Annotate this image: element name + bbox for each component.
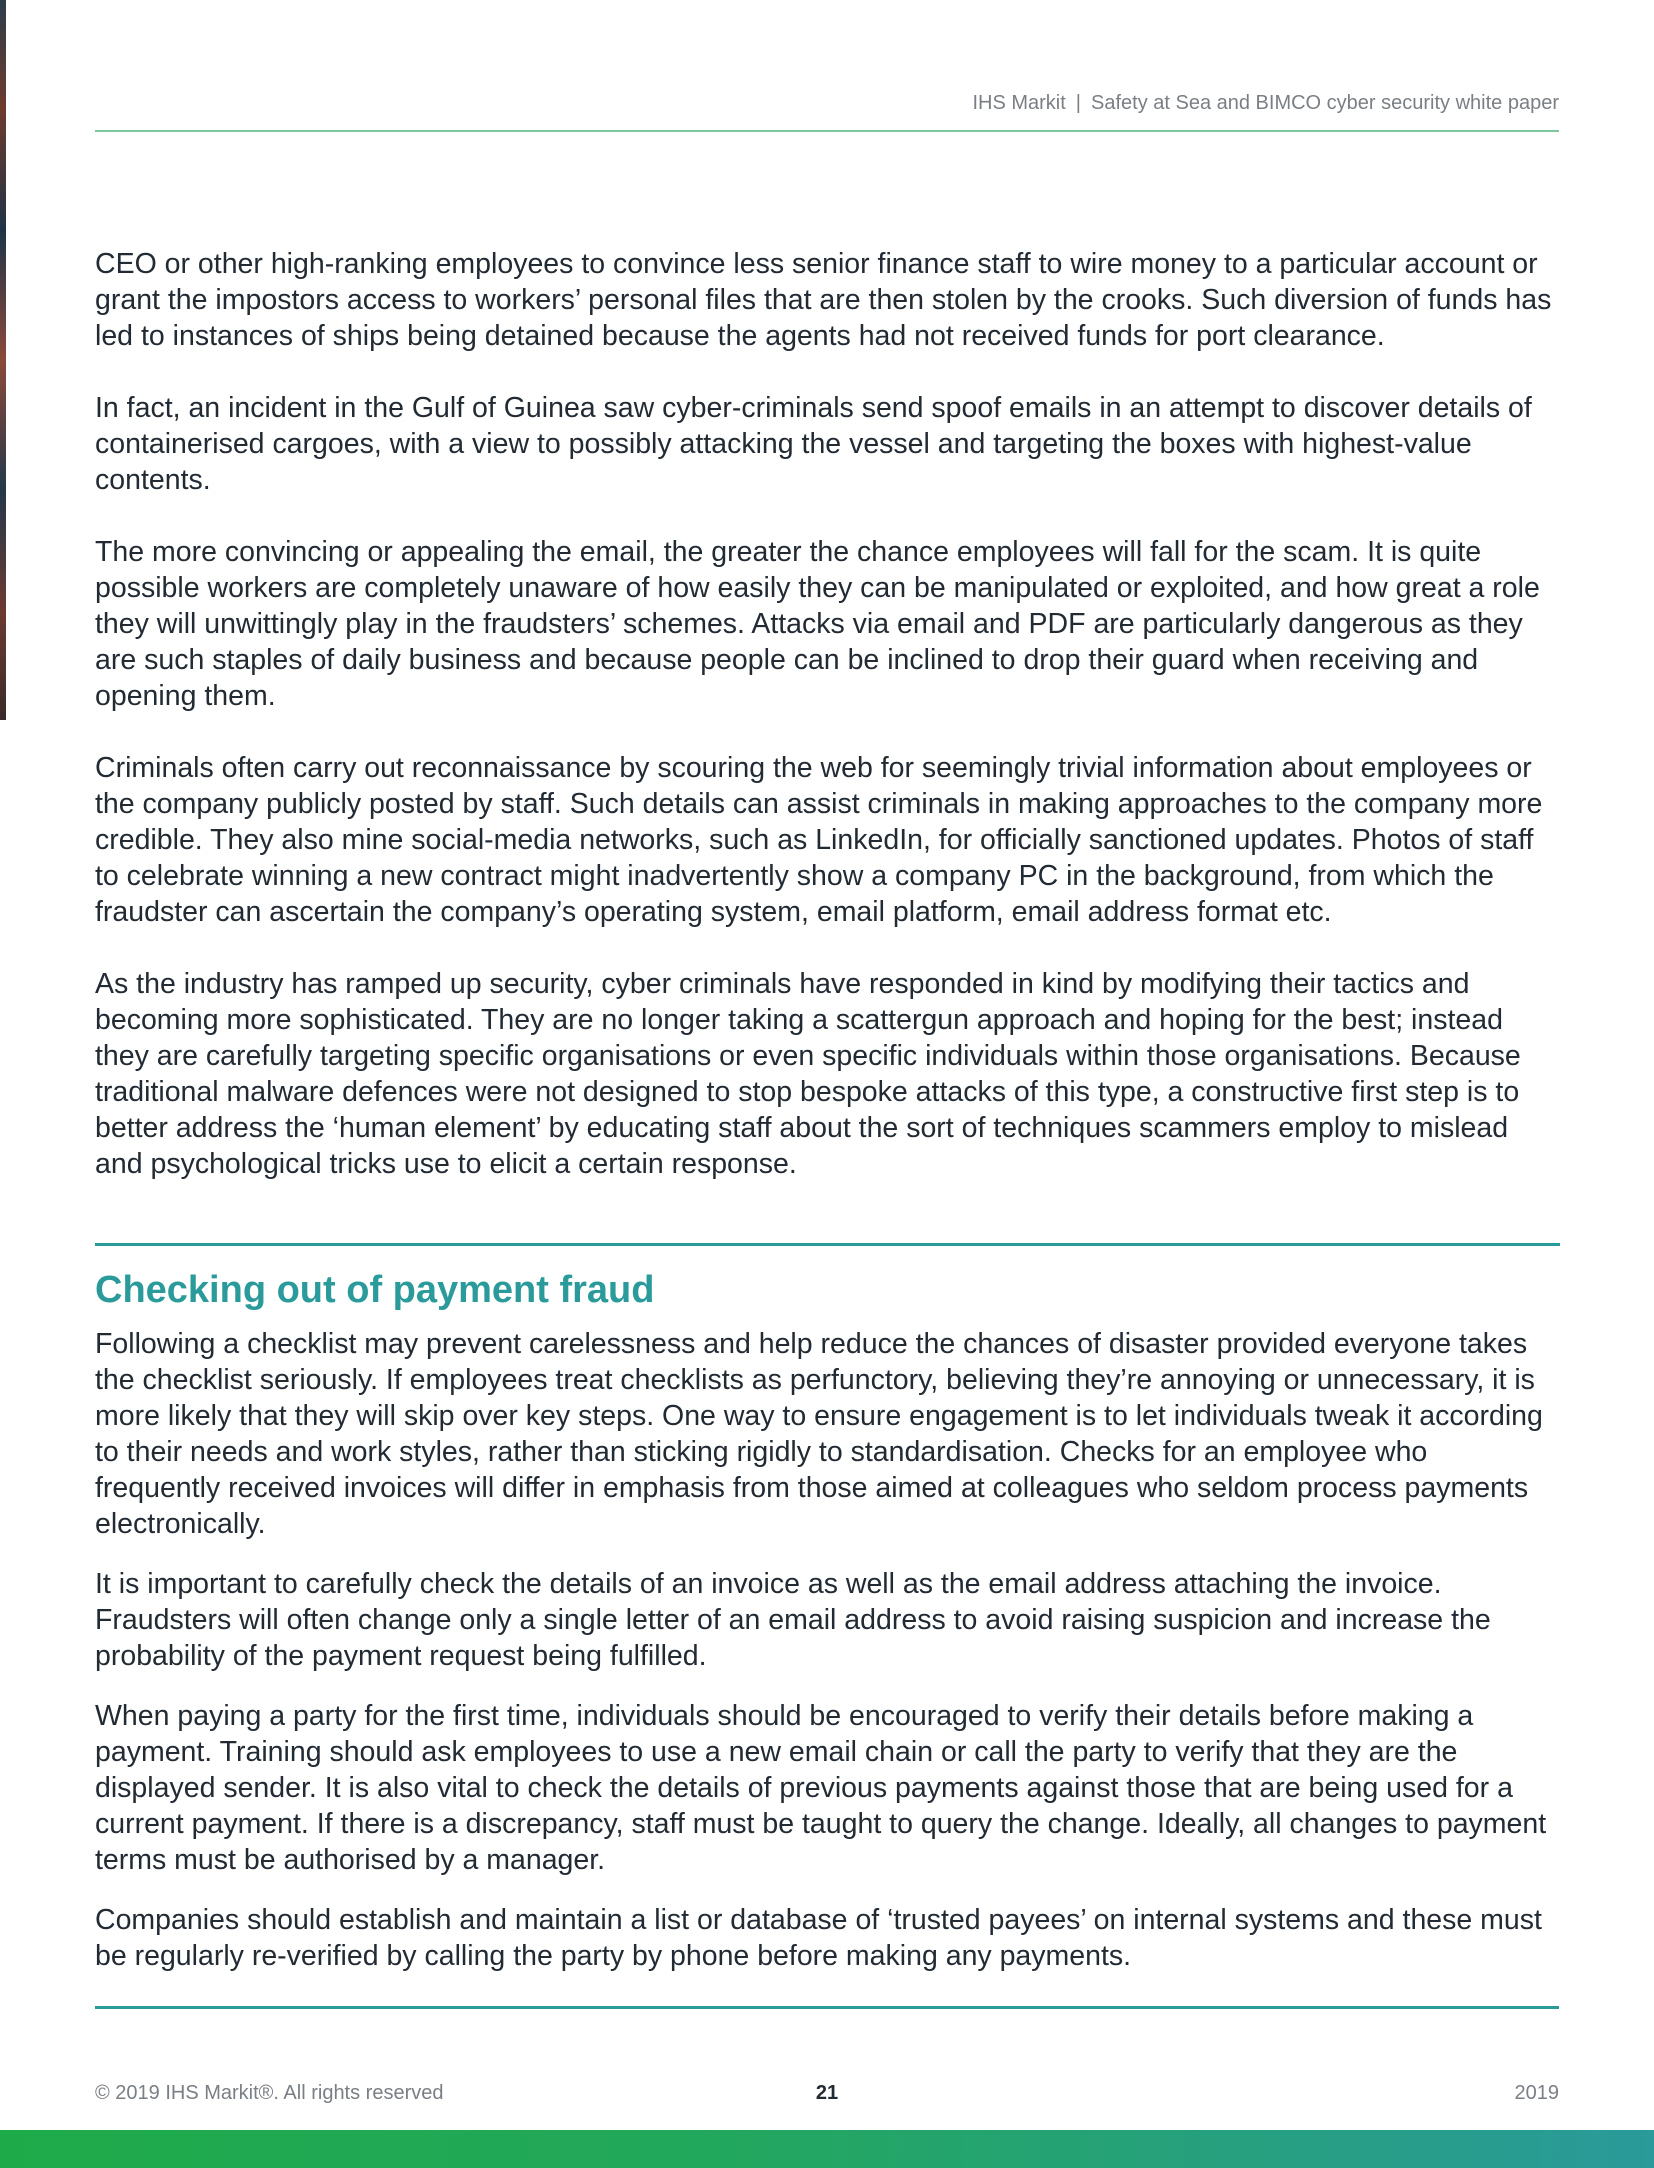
bottom-color-bar [0,2130,1654,2168]
footer-year: 2019 [1514,2082,1559,2104]
footer-page-number: 21 [815,2082,839,2104]
section-top-rule [95,1243,1560,1246]
section-heading: Checking out of payment fraud [95,1269,655,1311]
footer-copyright: © 2019 IHS Markit®. All rights reserved [95,2082,444,2104]
body-paragraph: As the industry has ramped up security, cyber criminals have responded in kind by modifying their tactics and becoming more sophisticated. They are no longer taking a scattergun approach and hoping for the best; instead they are carefully targeting specific organisations or even specific individuals within those organisations. Because traditional malware defences were not designed to stop bespoke attacks of this type, a constructive first step is to better address the ‘human element’ by educating staff about the sort of techniques scammers employ to mislead and psychological tricks use to elicit a certain response. [95,968,1521,1180]
section-paragraph: When paying a party for the first time, individuals should be encouraged to verify their details before making a payment. Training should ask employees to use a new email chain or call the party to verify that they are the displayed sender. It is also vital to check the details of previous payments against those that are being used for a current payment. If there is a discrepancy, staff must be taught to query the change. Ideally, all changes to payment terms must be authorised by a manager. [95,1700,1547,1876]
section-bottom-rule [95,2006,1559,2009]
running-header [95,92,1559,115]
section-paragraph: It is important to carefully check the details of an invoice as well as the email address attaching the invoice. Fraudsters will often change only a single letter of an email address to avoid raising suspicion and increase the probability of the payment request being fulfilled. [95,1568,1491,1672]
body-paragraph: Criminals often carry out reconnaissance by scouring the web for seemingly trivial information about employees or the company publicly posted by staff. Such details can assist criminals in making approaches to the company more credible. They also mine social-media networks, such as LinkedIn, for officially sanctioned updates. Photos of staff to celebrate winning a new contract might inadvertently show a company PC in the background, from which the fraudster can ascertain the company’s operating system, email platform, email address format etc. [95,752,1543,928]
edge-photo-strip [0,0,6,720]
header-doc-title: Safety at Sea and BIMCO cyber security white paper [1091,92,1559,114]
body-paragraph: In fact, an incident in the Gulf of Guinea saw cyber-criminals send spoof emails in an attempt to discover details of containerised cargoes, with a view to possibly attacking the vessel and targeting the boxes with highest-value contents. [95,392,1532,496]
payment-fraud-section [95,1243,1560,1998]
main-body [95,246,1560,1218]
section-paragraph: Following a checklist may prevent carelessness and help reduce the chances of disaster provided everyone takes the checklist seriously. If employees treat checklists as perfunctory, believing they’re annoying or unnecessary, it is more likely that they will skip over key steps. One way to ensure engagement is to let individuals tweak it according to their needs and work styles, rather than sticking rigidly to standardisation. Checks for an employee who frequently received invoices will differ in emphasis from those aimed at colleagues who seldom process payments electronically. [95,1328,1543,1540]
header-publisher: IHS Markit [972,92,1066,114]
body-paragraph: The more convincing or appealing the email, the greater the chance employees will fall for the scam. It is quite possible workers are completely unaware of how easily they can be manipulated or exploited, and how great a role they will unwittingly play in the fraudsters’ schemes. Attacks via email and PDF are particularly dangerous as they are such staples of daily business and because people can be inclined to drop their guard when receiving and opening them. [95,536,1540,712]
section-paragraph: Companies should establish and maintain a list or database of ‘trusted payees’ on internal systems and these must be regularly re-verified by calling the party by phone before making any payments. [95,1904,1542,1972]
header-separator: | [1075,92,1081,114]
body-paragraph: CEO or other high-ranking employees to convince less senior finance staff to wire money to a particular account or grant the impostors access to workers’ personal files that are then stolen by the crooks. Such diversion of funds has led to instances of ships being detained because the agents had not received funds for port clearance. [95,248,1552,352]
header-rule [95,130,1559,132]
